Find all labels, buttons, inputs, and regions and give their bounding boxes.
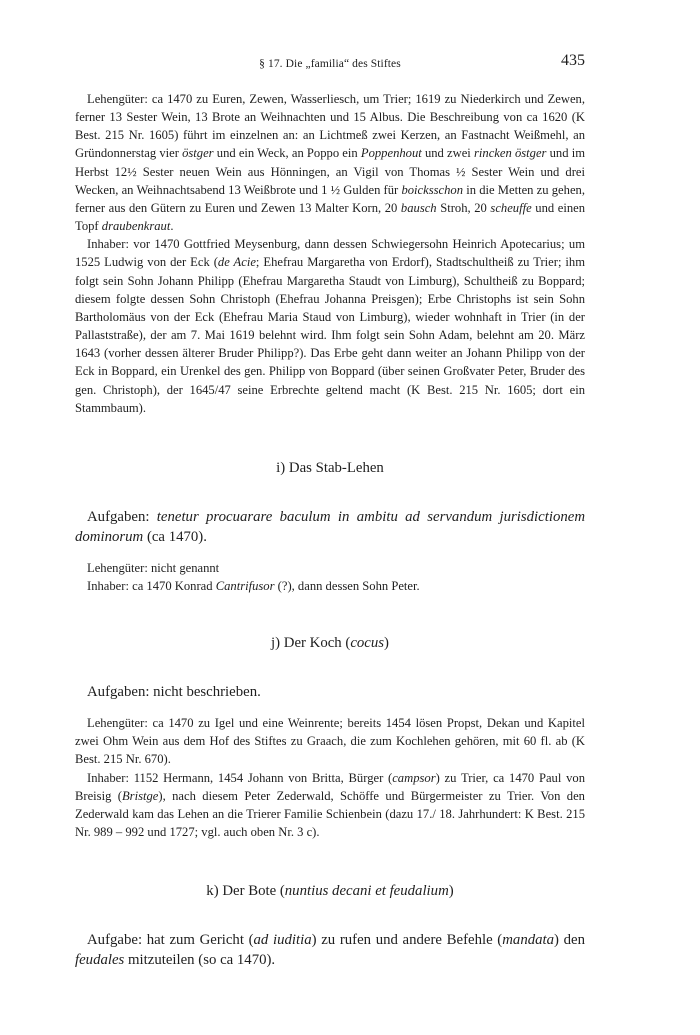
- section-j-lehengueter: Lehengüter: ca 1470 zu Igel und eine Weinrente; bereits 1454 lösen Propst, Dekan und Kapitel zwei Ohm Wein aus dem Hof des Stiftes zu Graach, die zum Kochlehen gehören, mit 60 fl. ab (K Best. 215 Nr. 670).: [75, 716, 585, 767]
- section-k-aufgabe: Aufgabe: hat zum Gericht (ad iuditia) zu rufen und andere Befehle (mandata) den feudales mitzuteilen (so ca 1470).: [75, 932, 585, 969]
- running-header: [75, 52, 585, 74]
- page-number: 435: [561, 52, 585, 69]
- lehengueter-paragraph: Lehengüter: ca 1470 zu Euren, Zewen, Wasserliesch, um Trier; 1619 zu Niederkirch und Zewen, ferner 13 Sester Wein, 13 Brote an Weihnachten und 15 Albus. Die Beschreibung von ca 1620 (K Best. 215 Nr. 1605) führt im einzelnen an: an Lichtmeß zwei Kerzen, an Fastnacht Weißmehl, an Gründonnerstag vier östger und ein Weck, an Poppo ein Poppenhout und zwei rincken östger und im Herbst 12½ Sester neuen Wein aus Hönningen, an Vigil von Thomas ½ Sester Wein und drei Wecken, an Weihnachtsabend 13 Weißbrote und 1 ½ Gulden für boicksschon in die Metten zu gehen, ferner aus den Gütern zu Euren und Zewen 13 Malter Korn, 20 bausch Stroh, 20 scheuffe und einen Topf draubenkraut.: [75, 92, 586, 234]
- section-i-aufgaben: Aufgaben: tenetur procuarare baculum in ambitu ad servandum jurisdictionem dominorum (ca 1470).: [75, 508, 586, 545]
- page-body: [75, 90, 585, 970]
- section-heading-j: j) Der Koch (cocus): [271, 635, 389, 652]
- section-i-inhaber: Inhaber: ca 1470 Konrad Cantrifusor (?), dann dessen Sohn Peter.: [87, 578, 420, 593]
- running-title: § 17. Die „familia“ des Stiftes: [259, 58, 401, 70]
- section-i-lehengueter: Lehengüter: nicht genannt: [87, 560, 220, 575]
- section-heading-k: k) Der Bote (nuntius decani et feudalium): [206, 883, 454, 900]
- section-j-inhaber: Inhaber: 1152 Hermann, 1454 Johann von Britta, Bürger (campsor) zu Trier, ca 1470 Paul von Breisig (Bristge), nach diesem Peter Zederwald, Schöffe und Bürgermeister zu Trier. Von den Zederwald kam das Lehen an die Trierer Familie Schienbein (dazu 17./ 18. Jahrhundert: K Best. 215 Nr. 989 – 992 und 1727; vgl. auch oben Nr. 3 c).: [75, 770, 585, 840]
- inhaber-paragraph: Inhaber: vor 1470 Gottfried Meysenburg, dann dessen Schwiegersohn Heinrich Apotecarius; um 1525 Ludwig von der Eck (de Acie; Ehefrau Margaretha von Erdorf), Stadtschultheiß zu Trier; ihm folgt sein Sohn Johann Philipp (Ehefrau Margaretha Staudt von Limburg), Schultheiß zu Boppard; diesem folgte dessen Sohn Christoph (Ehefrau Johanna Preisgen); Erbe Christophs ist sein Sohn Bartholomäus von der Eck (Ehefrau Maria Staud von Limburg), wieder wohnhaft in Trier (in der Pallaststraße), der am 7. Mai 1619 belehnt wird. Ihm folgt sein Sohn Adam, belehnt am 20. März 1643 (vorher dessen älterer Bruder Philipp?). Das Erbe geht dann weiter an Johann Philipp von der Eck in Boppard, ein Urenkel des gen. Philipp von Boppard (über seinen Großvater Peter, Bruder des gen. Christoph), der 1645/47 seine Erbrechte geltend macht (K Best. 215 Nr. 1605; dort ein Stammbaum).: [75, 237, 585, 415]
- section-heading-i: i) Das Stab-Lehen: [276, 459, 384, 476]
- section-j-aufgaben: Aufgaben: nicht beschrieben.: [87, 684, 261, 701]
